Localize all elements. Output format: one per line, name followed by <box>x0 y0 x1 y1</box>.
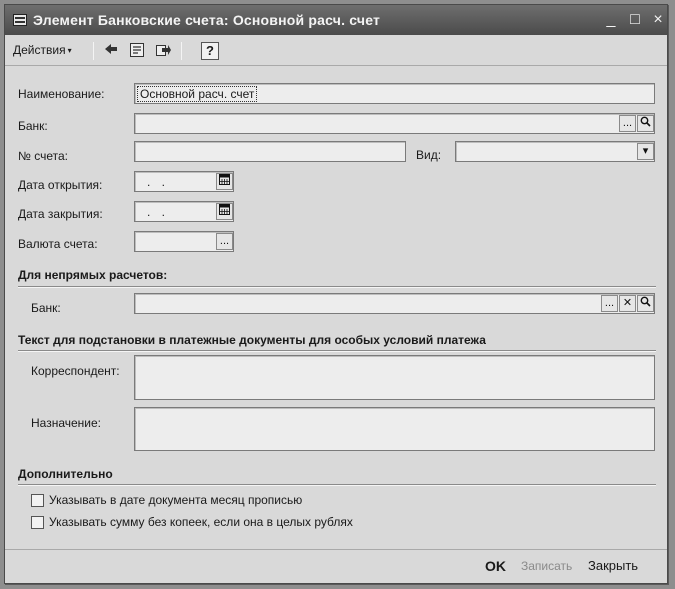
purpose-label: Назначение: <box>31 416 102 430</box>
section-divider <box>18 350 656 352</box>
bank-field[interactable] <box>134 113 655 134</box>
bank-select-button[interactable]: ... <box>619 115 636 132</box>
close-date-label: Дата закрытия: <box>18 207 103 221</box>
bank-account-window <box>4 4 668 584</box>
name-label: Наименование: <box>18 87 105 101</box>
month-in-words-checkbox[interactable] <box>31 494 44 507</box>
month-in-words-label[interactable]: Указывать в дате документа месяц прописью <box>49 493 303 507</box>
go-to-icon[interactable] <box>153 42 173 60</box>
help-icon[interactable]: ? <box>201 42 219 60</box>
close-date-value: . . <box>147 205 170 219</box>
month-in-words-option[interactable] <box>31 493 631 509</box>
dialog-buttons-bar <box>5 549 667 583</box>
correspondent-textarea[interactable] <box>134 355 655 400</box>
chevron-down-icon: ▾ <box>67 46 72 55</box>
ok-button[interactable]: OK <box>485 558 506 574</box>
currency-label: Валюта счета: <box>18 237 98 251</box>
account-type-select[interactable] <box>455 141 655 162</box>
additional-section-title: Дополнительно <box>18 467 113 481</box>
back-arrow-icon[interactable] <box>101 42 121 60</box>
form-icon <box>13 14 27 26</box>
sum-without-kopecks-option[interactable] <box>31 515 631 531</box>
indirect-section-title: Для непрямых расчетов: <box>18 268 168 282</box>
open-date-value: . . <box>147 175 170 189</box>
open-date-field[interactable] <box>134 171 234 192</box>
currency-select-button[interactable]: ... <box>216 233 233 250</box>
substitution-section-title: Текст для подстановки в платежные документы для особых условий платежа <box>18 333 486 347</box>
calendar-icon[interactable] <box>216 173 233 190</box>
title-bar[interactable] <box>5 5 667 35</box>
correspondent-label: Корреспондент: <box>31 364 120 378</box>
name-field[interactable] <box>134 83 655 104</box>
window-title: Элемент Банковские счета: Основной расч. счет <box>33 12 381 28</box>
open-date-label: Дата открытия: <box>18 178 103 192</box>
close-date-field[interactable] <box>134 201 234 222</box>
sum-without-kopecks-checkbox[interactable] <box>31 516 44 529</box>
actions-menu-button[interactable] <box>9 41 76 61</box>
currency-field[interactable] <box>134 231 234 252</box>
account-type-label: Вид: <box>416 148 442 162</box>
minimize-button[interactable]: _ <box>606 11 616 28</box>
section-divider <box>18 484 656 486</box>
search-icon[interactable] <box>637 295 654 312</box>
toolbar <box>5 36 667 66</box>
actions-menu-label: Действия <box>13 43 66 57</box>
purpose-textarea[interactable] <box>134 407 655 451</box>
indirect-bank-select-button[interactable]: ... <box>601 295 618 312</box>
search-icon[interactable] <box>637 115 654 132</box>
save-button[interactable]: Записать <box>521 559 573 573</box>
chevron-down-icon[interactable]: ▾ <box>637 143 654 160</box>
toolbar-separator <box>93 42 94 60</box>
document-structure-icon[interactable] <box>127 42 147 60</box>
name-value: Основной расч. счет <box>137 86 257 102</box>
indirect-bank-field[interactable] <box>134 293 655 314</box>
calendar-icon[interactable] <box>216 203 233 220</box>
indirect-bank-label: Банк: <box>31 301 61 315</box>
account-number-label: № счета: <box>18 149 68 163</box>
close-form-button[interactable]: Закрыть <box>588 558 639 573</box>
bank-label: Банк: <box>18 119 48 133</box>
maximize-button[interactable]: □ <box>630 11 640 28</box>
section-divider <box>18 286 656 288</box>
toolbar-separator <box>181 42 182 60</box>
clear-icon[interactable]: ✕ <box>619 295 636 312</box>
close-button[interactable]: × <box>653 11 663 28</box>
sum-without-kopecks-label[interactable]: Указывать сумму без копеек, если она в целых рублях <box>49 515 353 529</box>
account-number-field[interactable] <box>134 141 406 162</box>
